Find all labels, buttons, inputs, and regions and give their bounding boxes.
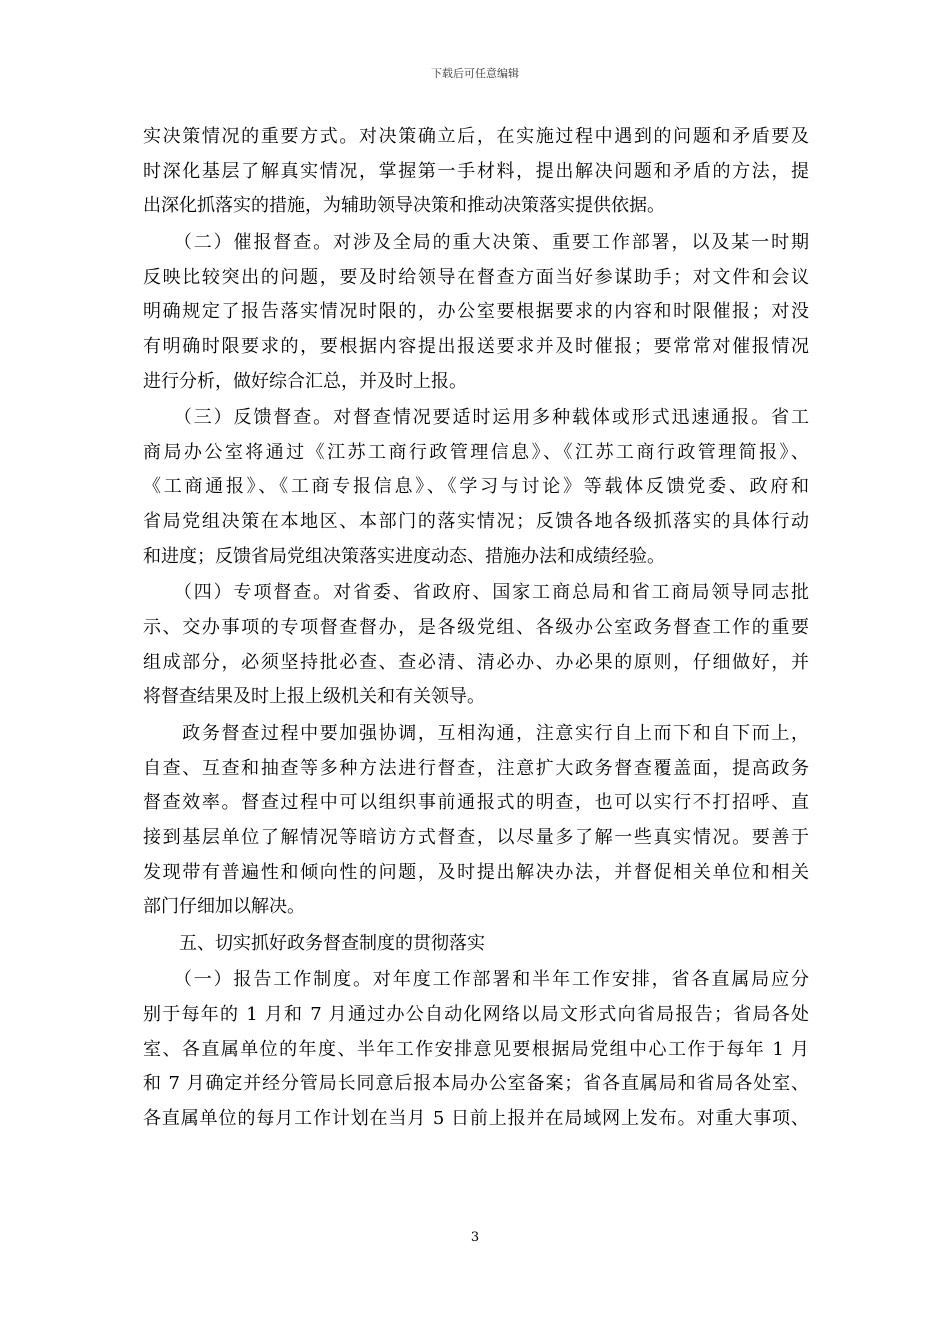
body-line: 有明确时限要求的，要根据内容提出报送要求并及时催报；要常常对催报情况 [143, 335, 809, 357]
section-heading: 五、切实抓好政务督查制度的贯彻落实 [143, 932, 485, 954]
body-line: 出深化抓落实的措施，为辅助领导决策和推动决策落实提供依据。 [143, 195, 665, 217]
body-line: 和进度；反馈省局党组决策落实进度动态、措施办法和成绩经验。 [143, 545, 665, 567]
body-line: 政务督查过程中要加强协调，互相沟通，注意实行自上而下和自下而上， [143, 722, 809, 744]
body-line: 自查、互查和抽查等多种方法进行督查，注意扩大政务督查覆盖面，提高政务 [143, 757, 809, 779]
body-line: 各直属单位的每月工作计划在当月 5 日前上报并在局域网上发布。对重大事项、 [143, 1108, 809, 1130]
body-line: 进行分析，做好综合汇总，并及时上报。 [143, 370, 467, 392]
document-body [143, 120, 809, 1137]
body-line: 将督查结果及时上报上级机关和有关领导。 [143, 686, 485, 708]
body-line: 室、各直属单位的年度、半年工作安排意见要根据局党组中心工作于每年 1 月 [143, 1038, 809, 1060]
body-line: （一）报告工作制度。对年度工作部署和半年工作安排，省各直属局应分 [143, 969, 809, 991]
body-line: 《工商通报》、《工商专报信息》、《学习与讨论》等载体反馈党委、政府和 [143, 476, 809, 498]
page-header: 下载后可任意编辑 [431, 67, 519, 80]
body-line: 督查效率。督查过程中可以组织事前通报式的明查，也可以实行不打招呼、直 [143, 792, 809, 814]
body-line: 示、交办事项的专项督查督办，是各级党组、各级办公室政务督查工作的重要 [143, 617, 809, 639]
body-line: 和 7 月确定并经分管局长同意后报本局办公室备案；省各直属局和省局各处室、 [143, 1073, 809, 1095]
body-line: 接到基层单位了解情况等暗访方式督查，以尽量多了解一些真实情况。要善于 [143, 826, 809, 848]
body-line: 发现带有普遍性和倾向性的问题，及时提出解决办法，并督促相关单位和相关 [143, 861, 809, 883]
body-line: （二）催报督查。对涉及全局的重大决策、重要工作部署，以及某一时期 [143, 231, 809, 253]
body-line: 明确规定了报告落实情况时限的，办公室要根据要求的内容和时限催报；对没 [143, 301, 809, 323]
body-line: 组成部分，必须坚持批必查、查必清、清必办、办必果的原则，仔细做好，并 [143, 651, 809, 673]
body-line: 反映比较突出的问题，要及时给领导在督查方面当好参谋助手；对文件和会议 [143, 266, 809, 288]
body-line: 部门仔细加以解决。 [143, 896, 305, 918]
body-line: 商局办公室将通过《江苏工商行政管理信息》、《江苏工商行政管理简报》、 [143, 441, 809, 463]
body-line: （四）专项督查。对省委、省政府、国家工商总局和省工商局领导同志批 [143, 582, 809, 604]
body-line: 实决策情况的重要方式。对决策确立后，在实施过程中遇到的问题和矛盾要及 [143, 126, 809, 147]
body-line: 时深化基层了解真实情况，掌握第一手材料，提出解决问题和矛盾的方法，提 [143, 160, 809, 182]
body-line: 别于每年的 1 月和 7 月通过办公自动化网络以局文形式向省局报告；省局各处 [143, 1003, 809, 1025]
body-line: （三）反馈督查。对督查情况要适时运用多种载体或形式迅速通报。省工 [143, 407, 809, 429]
body-line: 省局党组决策在本地区、本部门的落实情况；反馈各地各级抓落实的具体行动 [143, 511, 809, 533]
page-number: 3 [470, 1230, 480, 1245]
